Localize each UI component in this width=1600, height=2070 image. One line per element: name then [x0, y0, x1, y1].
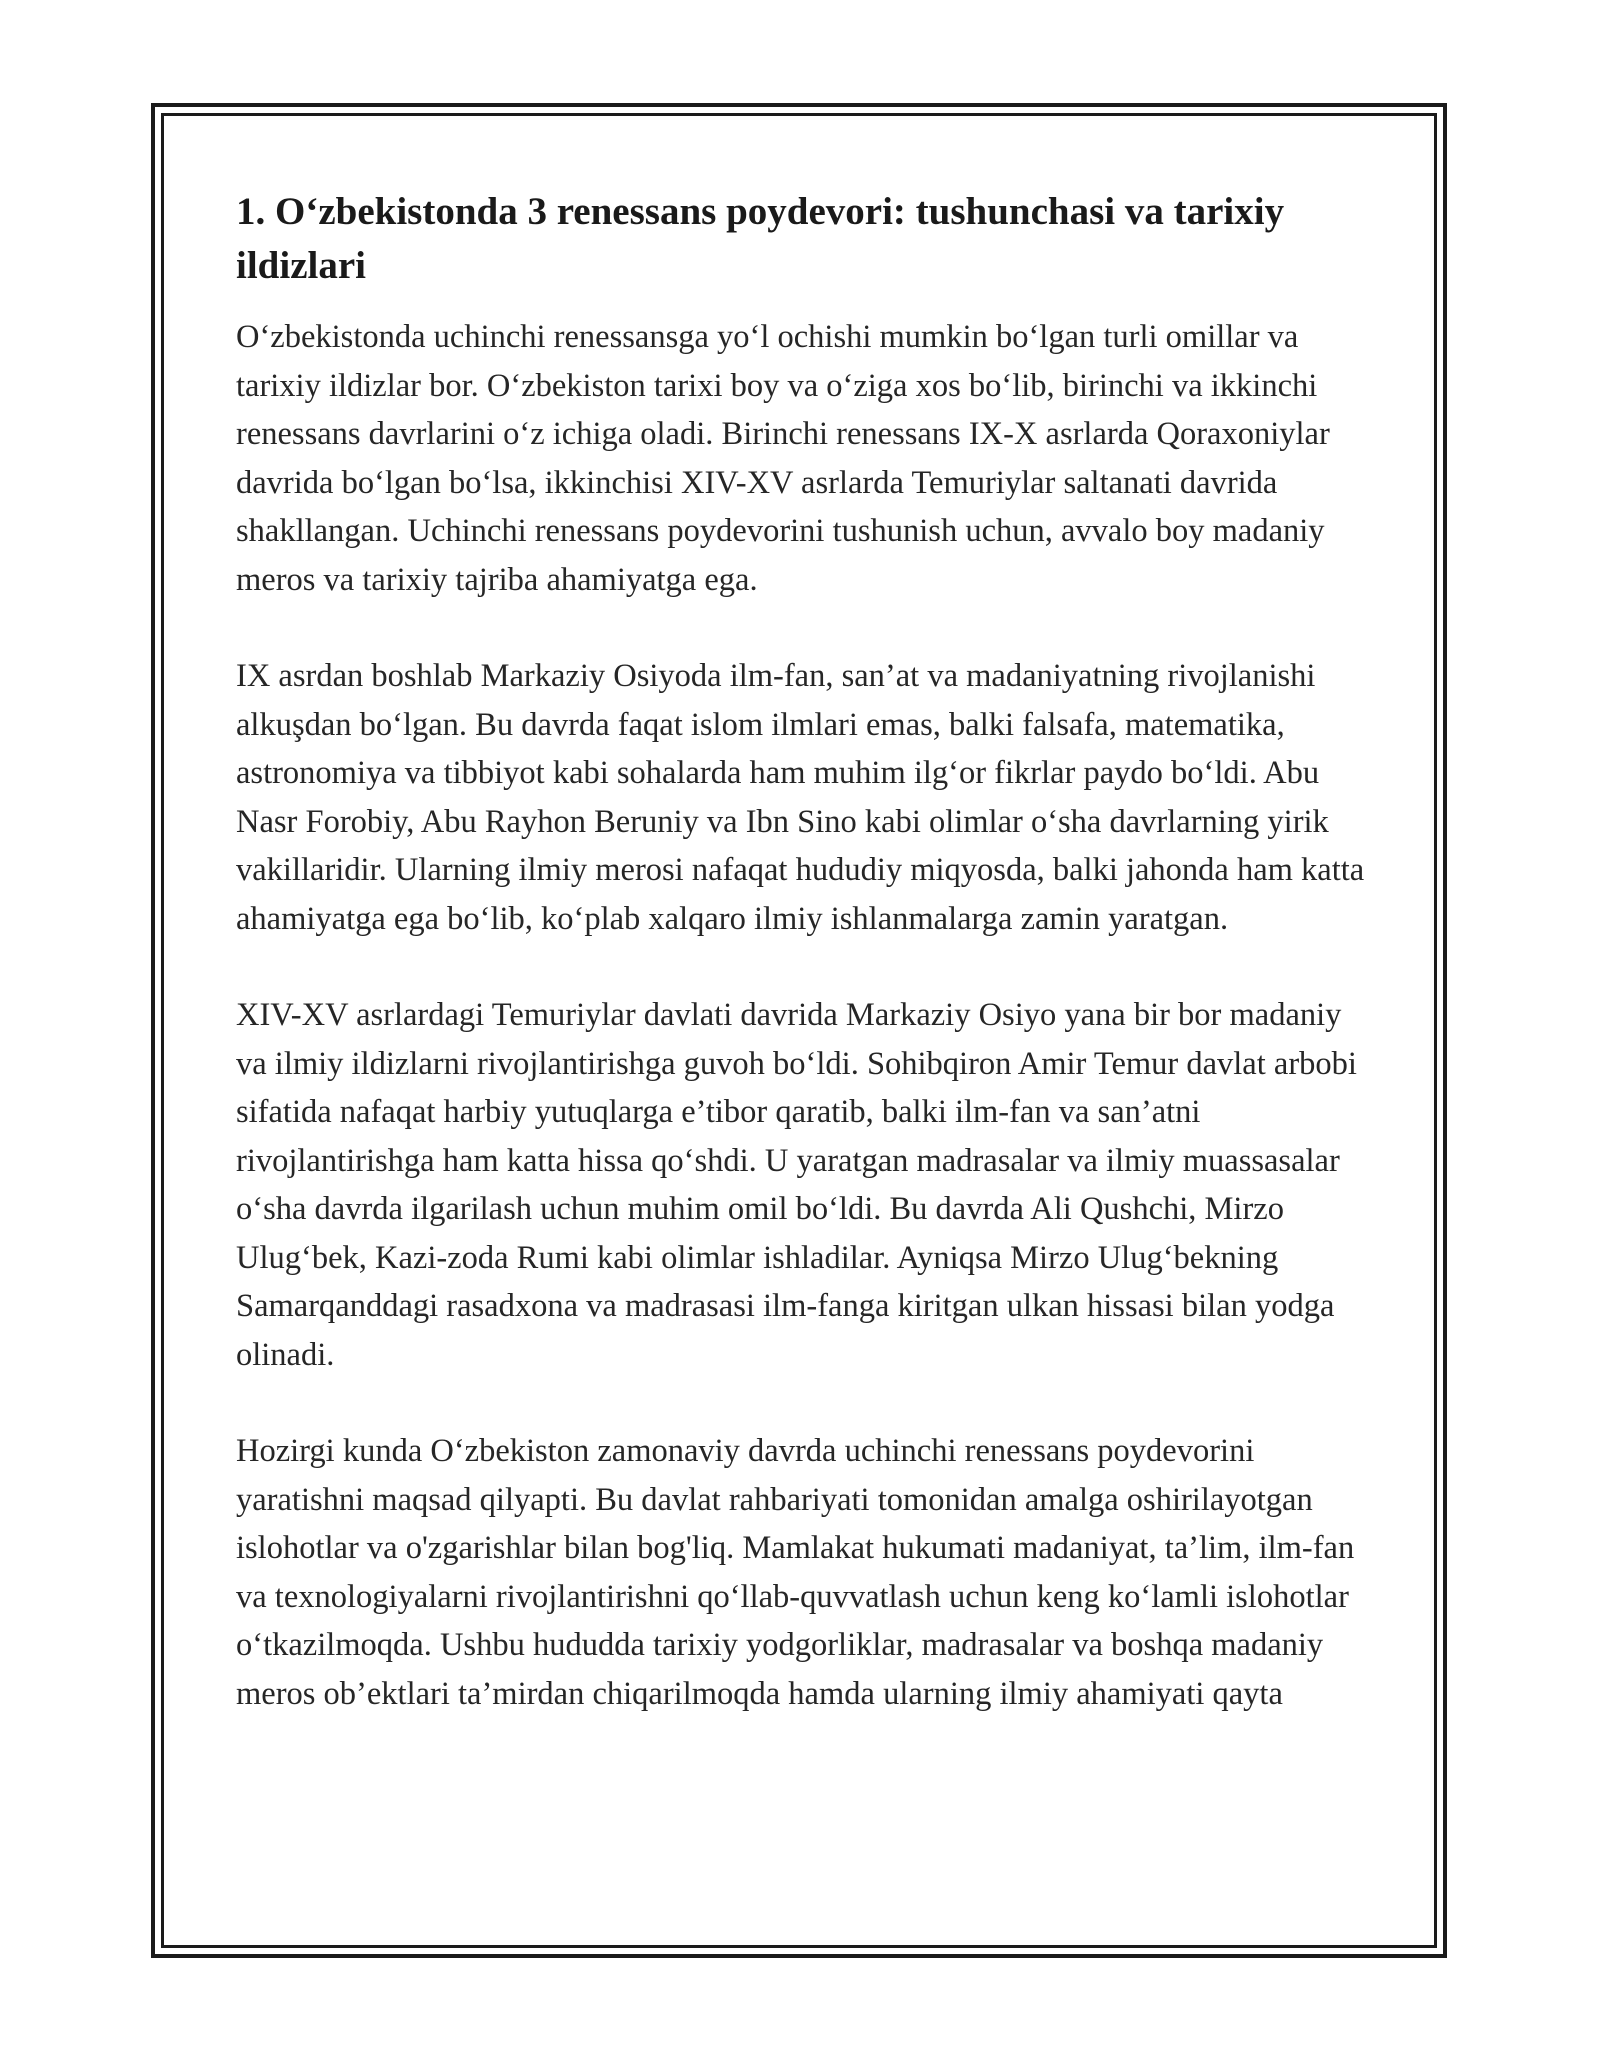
paragraph-1: O‘zbekistonda uchinchi renessansga yo‘l ochishi mumkin bo‘lgan turli omillar va tarixiy ildizlar bor. O‘zbekiston tarixi boy va o‘ziga xos bo‘lib, birinchi va ikkinchi renessans davrlarini o‘z ichiga oladi. Birinchi renessans IX-X asrlarda Qoraxoniylar davrida bo‘lgan bo‘lsa, ikkinchisi XIV-XV asrlarda Temuriylar saltanati davrida shakllangan. Uchinchi renessans poydevorini tushunish uchun, avvalo boy madaniy meros va tarixiy tajriba ahamiyatga ega.: [236, 319, 1330, 598]
document-body: [236, 185, 1366, 1766]
paragraph-4: Hozirgi kunda O‘zbekiston zamonaviy davrda uchinchi renessans poydevorini yaratishni maqsad qilyapti. Bu davlat rahbariyati tomonidan amalga oshirilayotgan islohotlar va o'zgarishlar bilan bog'liq. Mamlakat hukumati madaniyat, ta’lim, ilm-fan va texnologiyalarni rivojlantirishni qo‘llab-quvvatlash uchun keng ko‘lamli islohotlar o‘tkazilmoqda. Ushbu hududda tarixiy yodgorliklar, madrasalar va boshqa madaniy meros ob’ektlari ta’mirdan chiqarilmoqda hamda ularning ilmiy ahamiyati qayta: [236, 1433, 1355, 1712]
section-heading: 1. O‘zbekistonda 3 renessans poydevori: tushunchasi va tarixiy ildizlari: [236, 190, 1285, 287]
paragraph-3: XIV-XV asrlardagi Temuriylar davlati davrida Markaziy Osiyo yana bir bor madaniy va ilmiy ildizlarni rivojlantirishga guvoh bo‘ldi. Sohibqiron Amir Temur davlat arbobi sifatida nafaqat harbiy yutuqlarga e’tibor qaratib, balki ilm-fan va san’atni rivojlantirishga ham katta hissa qo‘shdi. U yaratgan madrasalar va ilmiy muassasalar o‘sha davrda ilgarilash uchun muhim omil bo‘ldi. Bu davrda Ali Qushchi, Mirzo Ulug‘bek, Kazi-zoda Rumi kabi olimlar ishladilar. Ayniqsa Mirzo Ulug‘bekning Samarqanddagi rasadxona va madrasasi ilm-fanga kiritgan ulkan hissasi bilan yodga olinadi.: [236, 997, 1357, 1373]
paragraph-2: IX asrdan boshlab Markaziy Osiyoda ilm-fan, san’at va madaniyatning rivojlanishi alkuşdan bo‘lgan. Bu davrda faqat islom ilmlari emas, balki falsafa, matematika, astronomiya va tibbiyot kabi sohalarda ham muhim ilg‘or fikrlar paydo bo‘ldi. Abu Nasr Forobiy, Abu Rayhon Beruniy va Ibn Sino kabi olimlar o‘sha davrlarning yirik vakillaridir. Ularning ilmiy merosi nafaqat hududiy miqyosda, balki jahonda ham katta ahamiyatga ega bo‘lib, ko‘plab xalqaro ilmiy ishlanmalarga zamin yaratgan.: [236, 658, 1365, 937]
